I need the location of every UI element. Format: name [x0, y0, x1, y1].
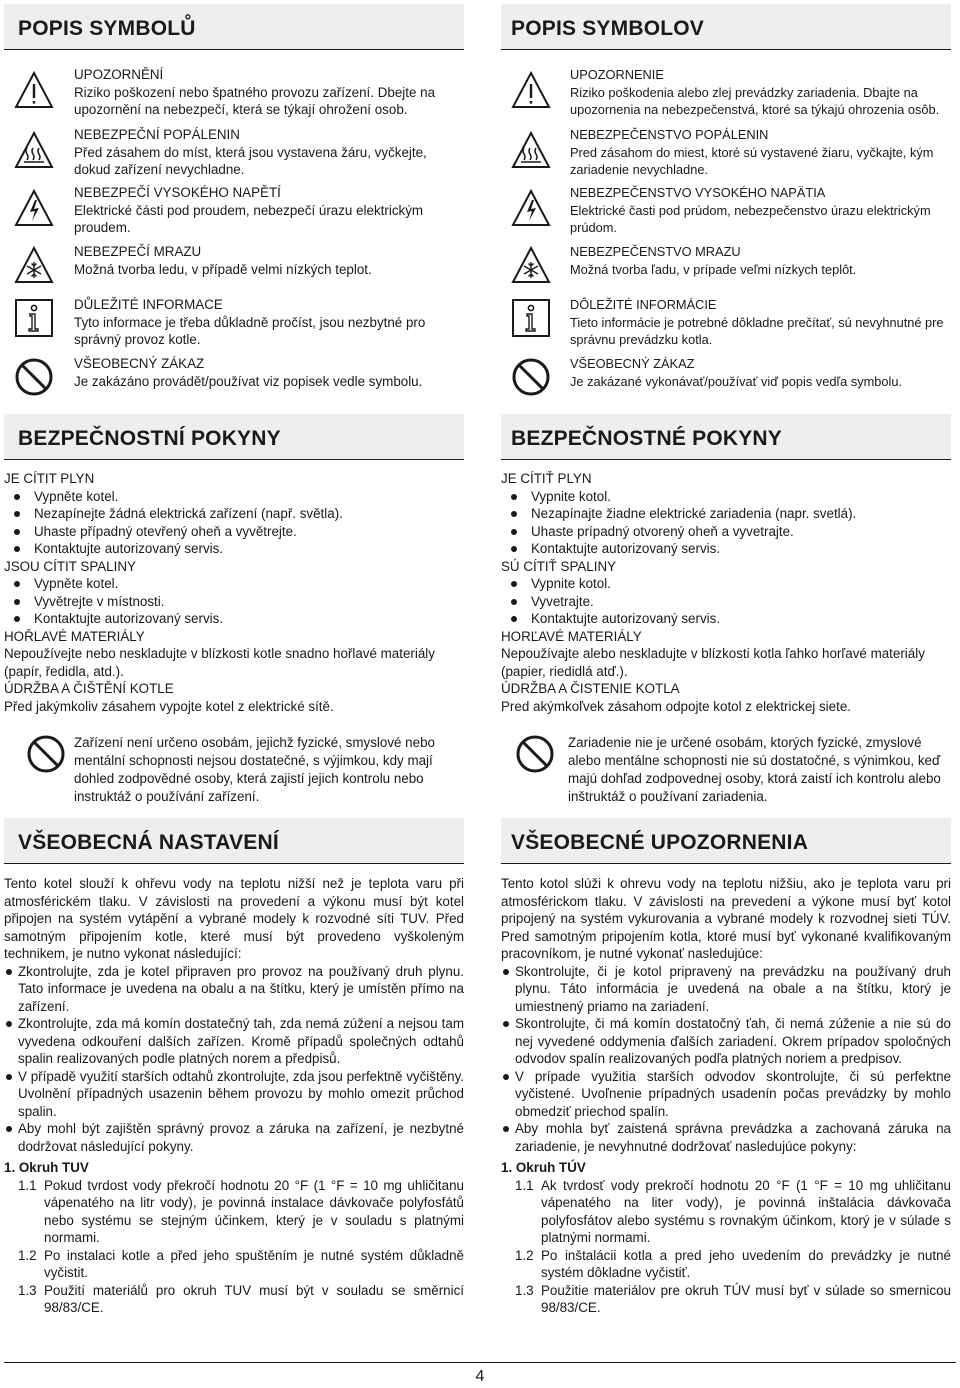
prohibition-icon: [26, 734, 66, 774]
gas-smell-list: [501, 488, 951, 558]
symbol-title: VŠEOBECNÝ ZÁKAZ: [570, 356, 695, 371]
symbol-description: Elektrické části pod proudem, nebezpečí úrazu elektrickým proudem.: [74, 202, 424, 235]
symbol-title: NEBEZPEČENSTVO VYSOKÉHO NAPÄTIA: [570, 185, 826, 200]
general-section: [4, 875, 464, 1317]
symbol-title: NEBEZPEČNÍ POPÁLENIN: [74, 127, 240, 142]
dhw-circuit-title: 1. Okruh TUV: [4, 1160, 89, 1175]
symbol-title: VŠEOBECNÝ ZÁKAZ: [74, 356, 205, 371]
info-icon: [14, 298, 54, 338]
safety-instructions: [501, 470, 951, 715]
symbols-header: POPIS SYMBOLOV: [501, 4, 951, 50]
list-item: Vypnite kotol.: [501, 488, 951, 506]
general-section: [501, 875, 951, 1317]
list-item: Skontrolujte, či má komín dostatočný ťah, či nemá zúženie a nie sú do nej vyvedené oddymenia ďalších zariadení. Okrem prípadov spoločných odvodov spalín realizovaných podľa platných noriem a predpisov.: [501, 1015, 951, 1068]
list-item: Skontrolujte, či je kotol pripravený na prevádzku na používaný druh plynu. Táto informácia je uvedená na obale a na štítku, ktorý je umiestnený priamo na zariadení.: [501, 963, 951, 1016]
burn-hazard-icon: [511, 130, 551, 170]
list-item: Zkontrolujte, zda má komín dostatečný tah, zda nemá zúžení a nejsou tam vyvedena odkouření dalších zařízen. Kromě případů společných odtahů spalin realizovaných podle platných norem a předpisů.: [4, 1015, 464, 1068]
flammable-title: HOŘLAVÉ MATERIÁLY: [4, 628, 145, 644]
general-intro: Tento kotol slúži k ohrevu vody na teplotu nižšiu, ako je teplota varu pri atmosférickom tlaku. V závislosti na prevedení a výkone musí byť kotol pripojený na systém vykurovania a vybrané modely k rozvodnej sieti TÚV. Pred samotným pripojením kotla, ktoré musí byť vykonané kvalifikovaným pracovníkom, je nutné vykonať nasledujúce:: [501, 876, 951, 961]
usage-restriction-text: Zařízení není určeno osobám, jejichž fyzické, smyslové nebo mentální schopnosti nejsou dostatečné, s výjimkou, kdy mají dohled zodpovědné osoby, která zajistí jejich kontrolu nebo instruktáž o používání zařízení.: [74, 735, 435, 804]
gas-smell-list: [4, 488, 464, 558]
general-header: VŠEOBECNÉ UPOZORNENIA: [501, 818, 951, 864]
list-item: Kontaktujte autorizovaný servis.: [4, 540, 464, 558]
maintenance-text: Před jakýmkoliv zásahem vypojte kotel z elektrické sítě.: [4, 698, 334, 714]
flue-smell-list: [4, 575, 464, 628]
list-item: Aby mohl být zajištěn správný provoz a záruka na zařízení, je nezbytné dodržovat následující pokyny.: [4, 1120, 464, 1155]
dhw-circuit-title: 1. Okruh TÚV: [501, 1160, 586, 1175]
numbered-item: 1.3 Použití materiálů pro okruh TUV musí být v souladu se směrnicí 98/83/CE.: [18, 1282, 464, 1315]
czech-column: [4, 0, 464, 1388]
list-item: Zkontrolujte, zda je kotel připraven pro provoz na používaný druh plynu. Tato informace je uvedena na obalu a na štítku, který je umístěn přímo na zařízení.: [4, 963, 464, 1016]
flue-smell-title: SÚ CÍTIŤ SPALINY: [501, 558, 617, 574]
symbol-description: Riziko poškození nebo špatného provozu zařízení. Dbejte na upozornění na nebezpečí, která se týkají ohrožení osob.: [74, 84, 436, 117]
symbol-description: Tieto informácie je potrebné dôkladne prečítať, sú nevyhnutné pre správnu prevádzku kotla.: [570, 314, 944, 347]
gas-smell-title: JE CÍTIŤ PLYN: [501, 471, 592, 486]
frost-hazard-icon: [511, 245, 551, 285]
slovak-column: [501, 0, 951, 1388]
general-list: [501, 963, 951, 1156]
list-item: Aby mohla byť zaistená správna prevádzka a zachovaná záruka na zariadenie, je nevyhnutné dodržovať nasledujúce pokyny:: [501, 1120, 951, 1155]
safety-header: BEZPEČNOSTNÍ POKYNY: [4, 414, 464, 460]
symbols-header: POPIS SYMBOLŮ: [4, 4, 464, 50]
list-item: Nezapínajte žiadne elektrické zariadenia (napr. svetlá).: [501, 505, 951, 523]
list-item: Uhaste případný otevřený oheň a vyvětrejte.: [4, 523, 464, 541]
list-item: Kontaktujte autorizovaný servis.: [4, 610, 464, 628]
footer-divider: [4, 1362, 956, 1363]
warning-icon: [14, 70, 54, 110]
list-item: V prípade využitia starších odvodov skontrolujte, či sú perfektne vyčistené. Uvoľnenie prípadných usadenín počas prevádzky by mohlo obmedziť priechod spalín.: [501, 1068, 951, 1121]
symbol-title: NEBEZPEČENSTVO MRAZU: [570, 244, 741, 259]
symbol-description: Riziko poškodenia alebo zlej prevádzky zariadenia. Dbajte na upozornenia na nebezpečenstvá, ktoré sa týkajú ohrozenia osôb.: [570, 84, 940, 117]
info-icon: [511, 298, 551, 338]
list-item: Kontaktujte autorizovaný servis.: [501, 610, 951, 628]
prohibition-icon: [14, 357, 54, 397]
general-list: [4, 963, 464, 1156]
symbol-description: Pred zásahom do miest, ktoré sú vystavené žiaru, vyčkajte, kým zariadenie nevychladne.: [570, 144, 934, 177]
numbered-item: 1.2 Po instalaci kotle a před jeho spuštěním je nutné systém důkladně vyčistit.: [18, 1247, 464, 1280]
symbol-description: Před zásahem do míst, která jsou vystavena žáru, vyčkejte, dokud zařízení nevychladne.: [74, 144, 427, 177]
high-voltage-icon: [14, 188, 54, 228]
page-number: 4: [475, 1368, 485, 1385]
list-item: V případě využití starších odtahů zkontrolujte, zda jsou perfektně vyčištěny. Uvolnění případných usazenin během provozu by mohlo omezit průchod spalin.: [4, 1068, 464, 1121]
maintenance-title: ÚDRŽBA A ČISTENIE KOTLA: [501, 681, 680, 696]
numbered-item: 1.2 Po inštalácii kotla a pred jeho uvedením do prevádzky je nutné systém dôkladne vyčistiť.: [515, 1247, 951, 1280]
usage-restriction-text: Zariadenie nie je určené osobám, ktorých fyzické, zmyslové alebo mentálne schopnosti nie sú dostatočné, s výnimkou, keď majú dohľad zodpovednej osoby, ktorá zaistí ich kontrolu alebo inštruktáž o používaní zariadenia.: [568, 735, 941, 804]
list-item: Kontaktujte autorizovaný servis.: [501, 540, 951, 558]
general-header: VŠEOBECNÁ NASTAVENÍ: [4, 818, 464, 864]
symbol-title: UPOZORNĚNÍ: [74, 67, 164, 82]
list-item: Vypněte kotel.: [4, 488, 464, 506]
symbol-description: Možná tvorba ledu, v případě velmi nízkých teplot.: [74, 261, 372, 277]
flammable-text: Nepoužívejte nebo neskladujte v blízkosti kotle snadno hořlavé materiály (papír, ředidla, atd.).: [4, 646, 435, 679]
list-item: Nezapínejte žádná elektrická zařízení (např. světla).: [4, 505, 464, 523]
warning-icon: [511, 70, 551, 110]
symbol-description: Tyto informace je třeba důkladně pročíst, jsou nezbytné pro správný provoz kotle.: [74, 314, 426, 347]
numbered-item: 1.1 Ak tvrdosť vody prekročí hodnotu 20 °F (1 °F = 10 mg uhličitanu vápenatého na liter vody), je povinná inštalácia dávkovača polyfosfátov alebo systému s rovnakým účinkom, ktorý je v súlade s platnými normami.: [515, 1177, 951, 1245]
maintenance-title: ÚDRŽBA A ČIŠTĚNÍ KOTLE: [4, 681, 174, 696]
symbol-description: Elektrické časti pod prúdom, nebezpečenstvo úrazu elektrickým prúdom.: [570, 202, 931, 235]
high-voltage-icon: [511, 188, 551, 228]
list-item: Vyvetrajte.: [501, 593, 951, 611]
symbol-title: NEBEZPEČÍ VYSOKÉHO NAPĚTÍ: [74, 185, 281, 200]
symbol-title: NEBEZPEČÍ MRAZU: [74, 244, 202, 259]
gas-smell-title: JE CÍTIT PLYN: [4, 471, 95, 486]
frost-hazard-icon: [14, 245, 54, 285]
list-item: Vyvětrejte v místnosti.: [4, 593, 464, 611]
safety-instructions: [4, 470, 464, 715]
flammable-title: HORĽAVÉ MATERIÁLY: [501, 628, 642, 644]
burn-hazard-icon: [14, 130, 54, 170]
flammable-text: Nepoužívajte alebo neskladujte v blízkosti kotla ľahko horľavé materiály (papier, riedidlá atď.).: [501, 646, 925, 679]
numbered-item: 1.1 Pokud tvrdost vody překročí hodnotu 20 °F (1 °F = 10 mg uhličitanu vápenatého na litr vody), je povinná instalace dávkovače polyfosfátů nebo systému se stejným účinkem, který je v souladu s platnými normami.: [18, 1177, 464, 1245]
list-item: Vypněte kotel.: [4, 575, 464, 593]
symbol-title: DÔLEŽITÉ INFORMÁCIE: [570, 297, 717, 312]
symbol-description: Je zakázáno provádět/používat viz popisek vedle symbolu.: [74, 373, 423, 389]
symbol-title: DŮLEŽITÉ INFORMACE: [74, 297, 223, 312]
safety-header: BEZPEČNOSTNÉ POKYNY: [501, 414, 951, 460]
maintenance-text: Pred akýmkoľvek zásahom odpojte kotol z elektrickej siete.: [501, 698, 851, 714]
symbol-description: Možná tvorba ľadu, v prípade veľmi nízkych teplôt.: [570, 261, 857, 277]
prohibition-icon: [511, 357, 551, 397]
symbol-title: UPOZORNENIE: [570, 67, 664, 82]
symbol-title: NEBEZPEČENSTVO POPÁLENIN: [570, 127, 769, 142]
flue-smell-list: [501, 575, 951, 628]
prohibition-icon: [515, 734, 555, 774]
symbol-description: Je zakázané vykonávať/používať viď popis vedľa symbolu.: [570, 373, 903, 389]
flue-smell-title: JSOU CÍTIT SPALINY: [4, 558, 136, 574]
list-item: Uhaste prípadný otvorený oheň a vyvetrajte.: [501, 523, 951, 541]
list-item: Vypnite kotol.: [501, 575, 951, 593]
numbered-item: 1.3 Použitie materiálov pre okruh TÚV musí byť v súlade so smernicou 98/83/CE.: [515, 1282, 951, 1315]
general-intro: Tento kotel slouží k ohřevu vody na teplotu nižší než je teplota varu při atmosférickém tlaku. V závislosti na provedení a výkonu musí být kotel připojen na systém vytápění a vybrané modely k rozvodné síti TUV. Před samotným připojením kotle, které musí být provedeno vyškoleným technikem, je nutno vykonat následující:: [4, 876, 464, 961]
